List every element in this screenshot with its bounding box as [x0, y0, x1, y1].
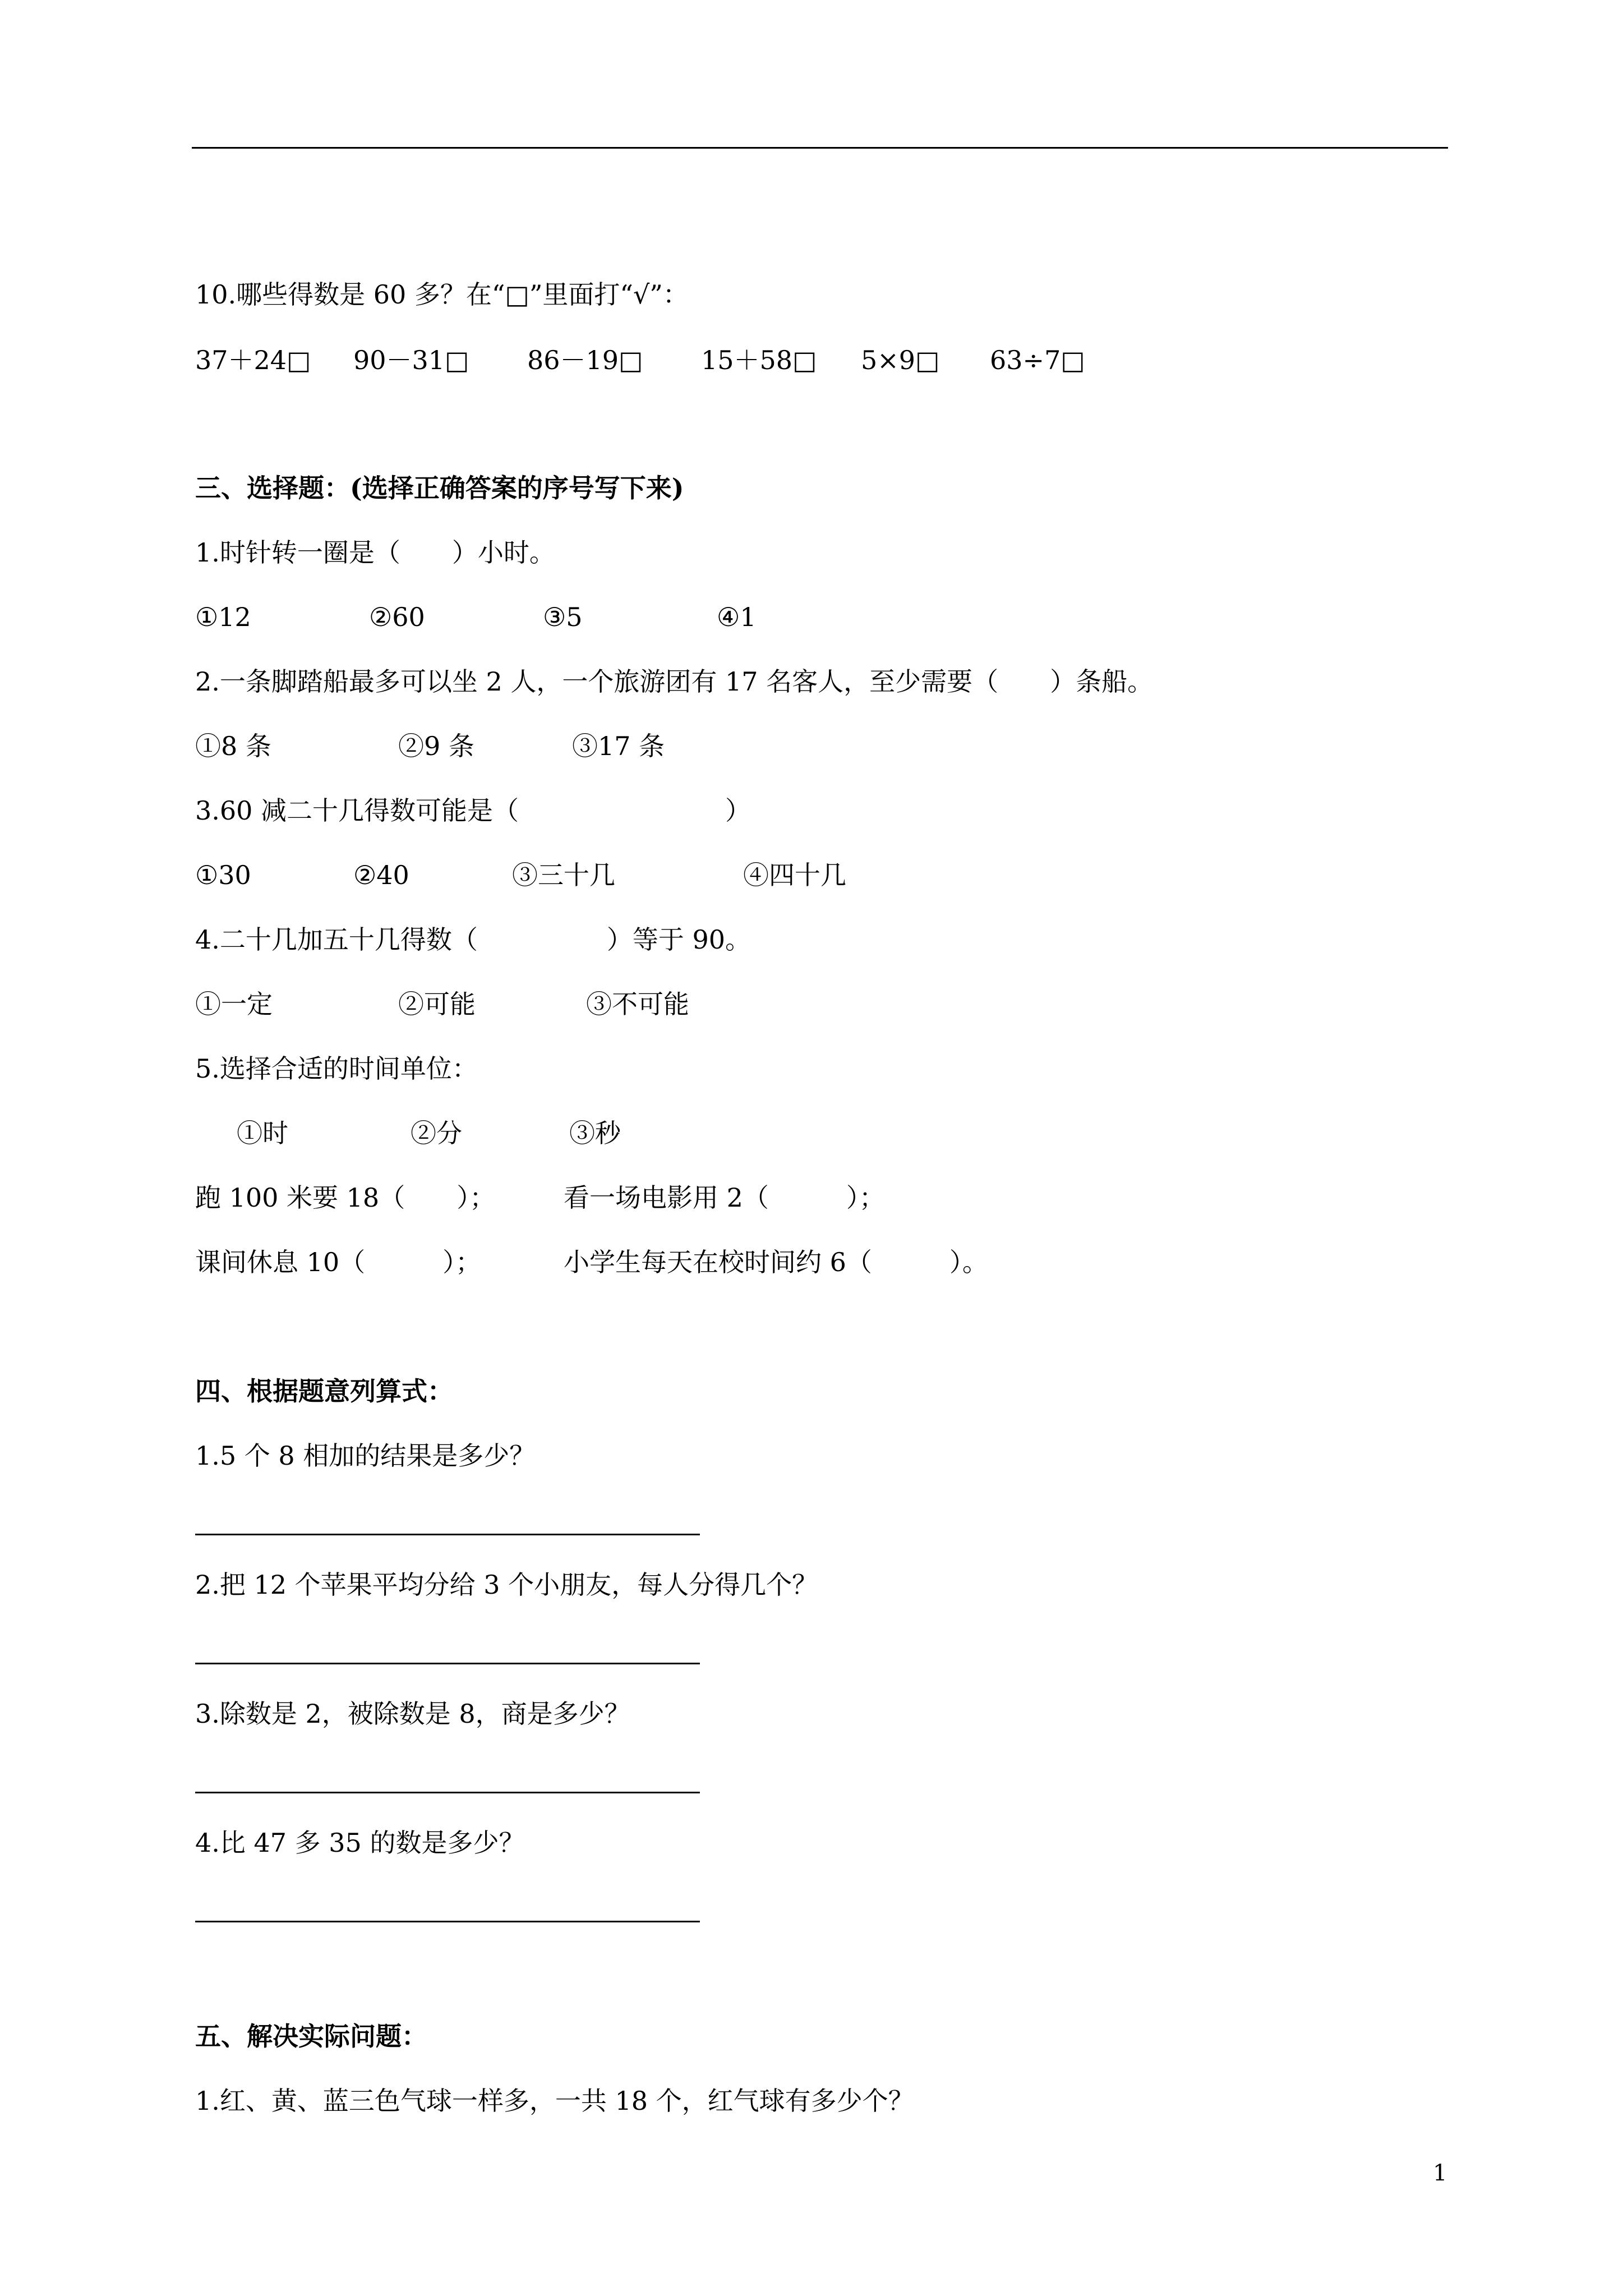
- q10-prompt: 10.哪些得数是 60 多？在“□”里面打“√”：: [195, 279, 689, 310]
- s3-q5-option-1: ①时: [237, 1118, 288, 1148]
- q10-item-3: 86－19□: [527, 345, 643, 375]
- q10-item-4: 15＋58□: [701, 345, 817, 375]
- s3-q3-text: 3.60 减二十几得数可能是（ ）: [195, 795, 751, 826]
- s3-q4-option-2: ②可能: [398, 989, 476, 1019]
- s3-q3-option-4: ④四十几: [743, 860, 846, 890]
- s3-q5-option-2: ②分: [411, 1118, 462, 1148]
- s4-answer-line-1: [195, 1534, 700, 1535]
- s3-q1-text: 1.时针转一圈是（ ）小时。: [195, 537, 555, 568]
- s4-answer-line-3: [195, 1792, 700, 1793]
- s3-q1-option-2: ②60: [369, 602, 425, 632]
- s3-q1-option-1: ①12: [195, 602, 251, 632]
- s4-item-3: 3.除数是 2，被除数是 8，商是多少？: [195, 1699, 630, 1729]
- section3-title: 三、选择题：(选择正确答案的序号写下来): [195, 473, 684, 503]
- s4-item-1: 1.5 个 8 相加的结果是多少？: [195, 1441, 536, 1471]
- s4-answer-line-2: [195, 1663, 700, 1664]
- s3-q5-text: 5.选择合适的时间单位：: [195, 1053, 478, 1084]
- s3-q5-blank-2: 看一场电影用 2（ ）；: [564, 1182, 885, 1213]
- section4-title: 四、根据题意列算式：: [195, 1376, 453, 1406]
- s3-q5-blank-3: 课间休息 10（ ）；: [195, 1247, 482, 1277]
- s3-q5-option-3: ③秒: [569, 1118, 621, 1148]
- section5-title: 五、解决实际问题：: [195, 2021, 427, 2051]
- q10-item-2: 90－31□: [353, 345, 469, 375]
- s3-q4-option-3: ③不可能: [586, 989, 689, 1019]
- header-rule: [192, 147, 1448, 149]
- s3-q1-option-3: ③5: [543, 602, 583, 632]
- s4-item-4: 4.比 47 多 35 的数是多少？: [195, 1828, 525, 1858]
- s3-q3-option-2: ②40: [353, 860, 409, 890]
- s4-answer-line-4: [195, 1921, 700, 1922]
- s3-q2-option-2: ②9 条: [398, 731, 474, 761]
- q10-item-1: 37＋24□: [195, 345, 311, 375]
- s3-q3-option-3: ③三十几: [512, 860, 615, 890]
- s3-q2-option-3: ③17 条: [572, 731, 665, 761]
- s3-q1-option-4: ④1: [717, 602, 757, 632]
- s5-item-1: 1.红、黄、蓝三色气球一样多，一共 18 个，红气球有多少个？: [195, 2086, 914, 2116]
- s3-q5-blank-4: 小学生每天在校时间约 6（ ）。: [564, 1247, 988, 1277]
- page-number: 1: [1433, 2160, 1447, 2186]
- s3-q2-option-1: ①8 条: [195, 731, 271, 761]
- s3-q4-option-1: ①一定: [195, 989, 273, 1019]
- s4-item-2: 2.把 12 个苹果平均分给 3 个小朋友，每人分得几个？: [195, 1570, 818, 1600]
- q10-item-5: 5×9□: [861, 345, 940, 375]
- s3-q3-option-1: ①30: [195, 860, 251, 890]
- q10-item-6: 63÷7□: [990, 345, 1085, 375]
- s3-q4-text: 4.二十几加五十几得数（ ）等于 90。: [195, 924, 751, 955]
- s3-q5-blank-1: 跑 100 米要 18（ ）；: [195, 1182, 496, 1213]
- s3-q2-text: 2.一条脚踏船最多可以坐 2 人，一个旅游团有 17 名客人，至少需要（ ）条船。: [195, 666, 1154, 697]
